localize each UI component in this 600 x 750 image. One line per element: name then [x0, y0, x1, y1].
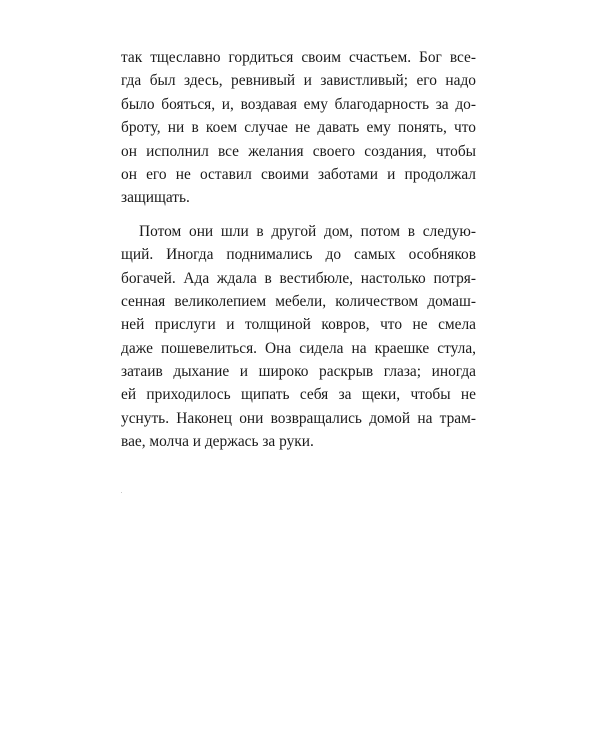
text-line: даже пошевелиться. Она сидела на краешке стула,	[121, 339, 476, 357]
text-line: Потом они шли в другой дом, потом в следую-	[139, 222, 476, 240]
text-line: богачей. Ада ждала в вестибюле, настолько потря-	[121, 269, 476, 287]
text-line: затаив дыхание и широко раскрыв глаза; иногда	[121, 363, 476, 381]
text-line: было бояться, и, воздавая ему благодарность за до-	[121, 95, 476, 113]
text-line: вае, молча и держась за руки.	[121, 433, 314, 451]
scan-speck	[121, 492, 122, 493]
text-line: он его не оставил своими заботами и продолжал	[121, 165, 476, 183]
paragraph-2	[121, 220, 476, 454]
paragraph-1	[121, 46, 476, 210]
text-line: ней прислуги и толщиной ковров, что не смела	[121, 316, 476, 334]
body-text	[121, 46, 476, 454]
text-line: гда был здесь, ревнивый и завистливый; его надо	[121, 72, 476, 90]
text-line: ей приходилось щипать себя за щеки, чтобы не	[121, 386, 476, 404]
text-line: защищать.	[121, 189, 190, 207]
text-line: он исполнил все желания своего создания, чтобы	[121, 142, 476, 160]
text-line: броту, ни в коем случае не давать ему понять, что	[121, 119, 476, 137]
text-line: щий. Иногда поднимались до самых особняков	[121, 246, 476, 264]
text-line: так тщеславно гордиться своим счастьем. Бог все-	[121, 49, 476, 66]
text-line: уснуть. Наконец они возвращались домой на трам-	[121, 409, 476, 427]
text-line: сенная великолепием мебели, количеством домаш-	[121, 292, 476, 310]
paragraph-spacer	[121, 210, 476, 220]
